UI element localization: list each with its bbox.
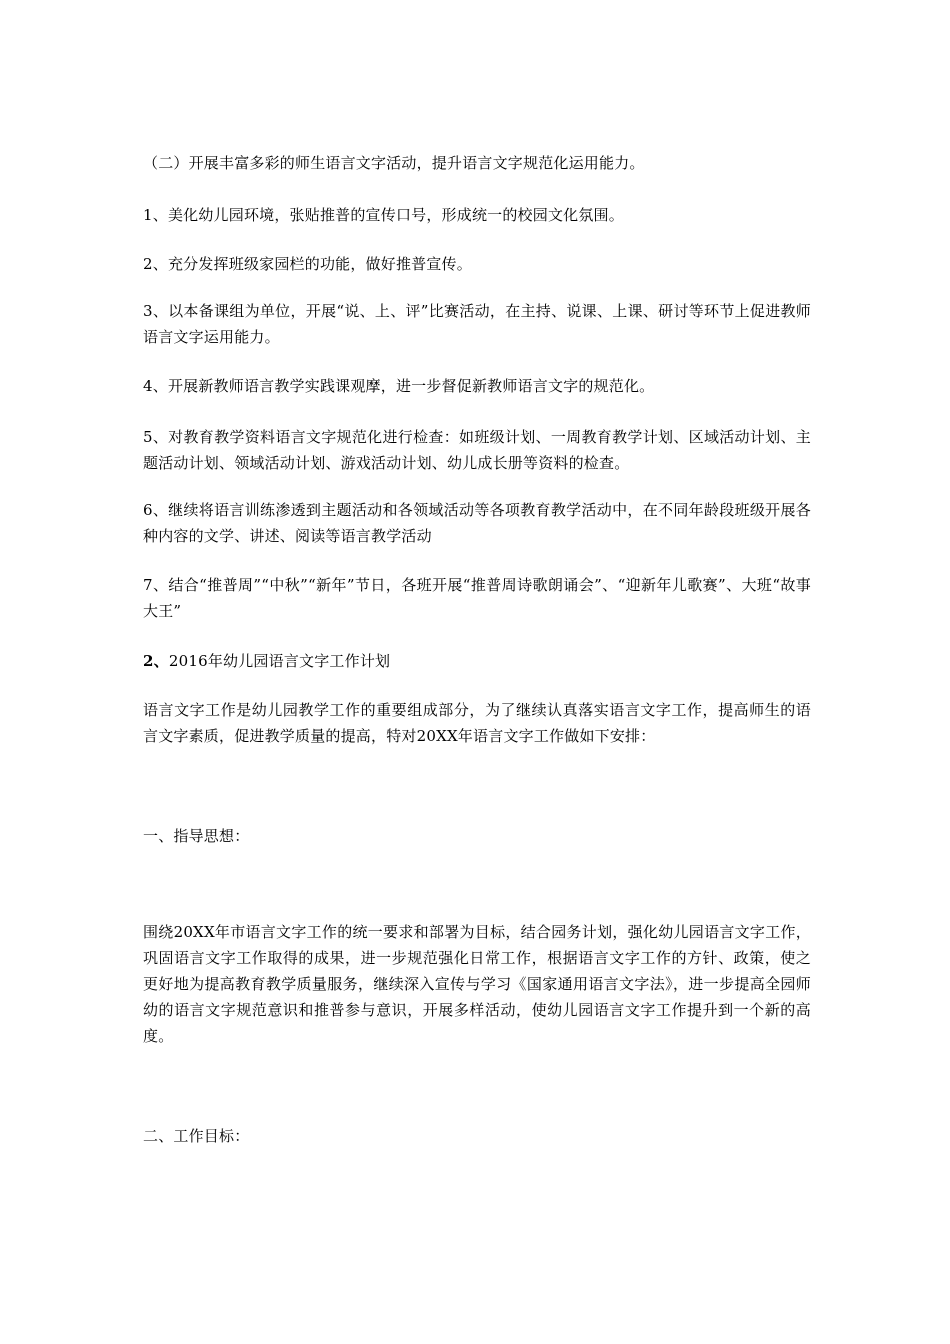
paragraph-item-6: 6、继续将语言训练渗透到主题活动和各领域活动等各项教育教学活动中，在不同年龄段班级开展各种内容的文学、讲述、阅读等语言教学活动 — [143, 501, 811, 545]
paragraph-activities-heading: （二）开展丰富多彩的师生语言文字活动，提升语言文字规范化运用能力。 — [143, 154, 645, 172]
intro-paragraph: 语言文字工作是幼儿园教学工作的重要组成部分，为了继续认真落实语言文字工作，提高师生的语言文字素质，促进教学质量的提高，特对20XX年语言文字工作做如下安排： — [143, 701, 811, 745]
section-2-title — [143, 648, 811, 674]
paragraph-item-7: 7、结合“推普周”“中秋”“新年”节日，各班开展“推普周诗歌朗诵会”、“迎新年儿歌赛”、大班“故事大王” — [143, 576, 811, 620]
heading-guiding-ideology: 一、指导思想： — [143, 827, 250, 845]
paragraph-item-2: 2、充分发挥班级家园栏的功能，做好推普宣传。 — [143, 255, 472, 273]
paragraph-item-4: 4、开展新教师语言教学实践课观摩，进一步督促新教师语言文字的规范化。 — [143, 377, 655, 395]
guiding-ideology-text: 围绕20XX年市语言文字工作的统一要求和部署为目标，结合园务计划，强化幼儿园语言文字工作，巩固语言文字工作取得的成果，进一步规范强化日常工作，根据语言文字工作的方针、政策，使之更好地为提高教育教学质量服务，继续深入宣传与学习《国家通用语言文字法》，进一步提高全园师幼的语言文字规范意识和推普参与意识，开展多样活动，使幼儿园语言文字工作提升到一个新的高度。 — [143, 923, 811, 1045]
section-2-number: 2、 — [143, 652, 169, 670]
paragraph-item-1: 1、美化幼儿园环境，张贴推普的宣传口号，形成统一的校园文化氛围。 — [143, 206, 624, 224]
section-2-title-text: 2016年幼儿园语言文字工作计划 — [168, 652, 391, 670]
paragraph-item-5: 5、对教育教学资料语言文字规范化进行检查：如班级计划、一周教育教学计划、区域活动计划、主题活动计划、领域活动计划、游戏活动计划、幼儿成长册等资料的检查。 — [143, 428, 811, 472]
paragraph-item-3: 3、以本备课组为单位，开展“说、上、评”比赛活动，在主持、说课、上课、研讨等环节上促进教师语言文字运用能力。 — [143, 302, 811, 346]
heading-work-goals: 二、工作目标： — [143, 1127, 250, 1145]
